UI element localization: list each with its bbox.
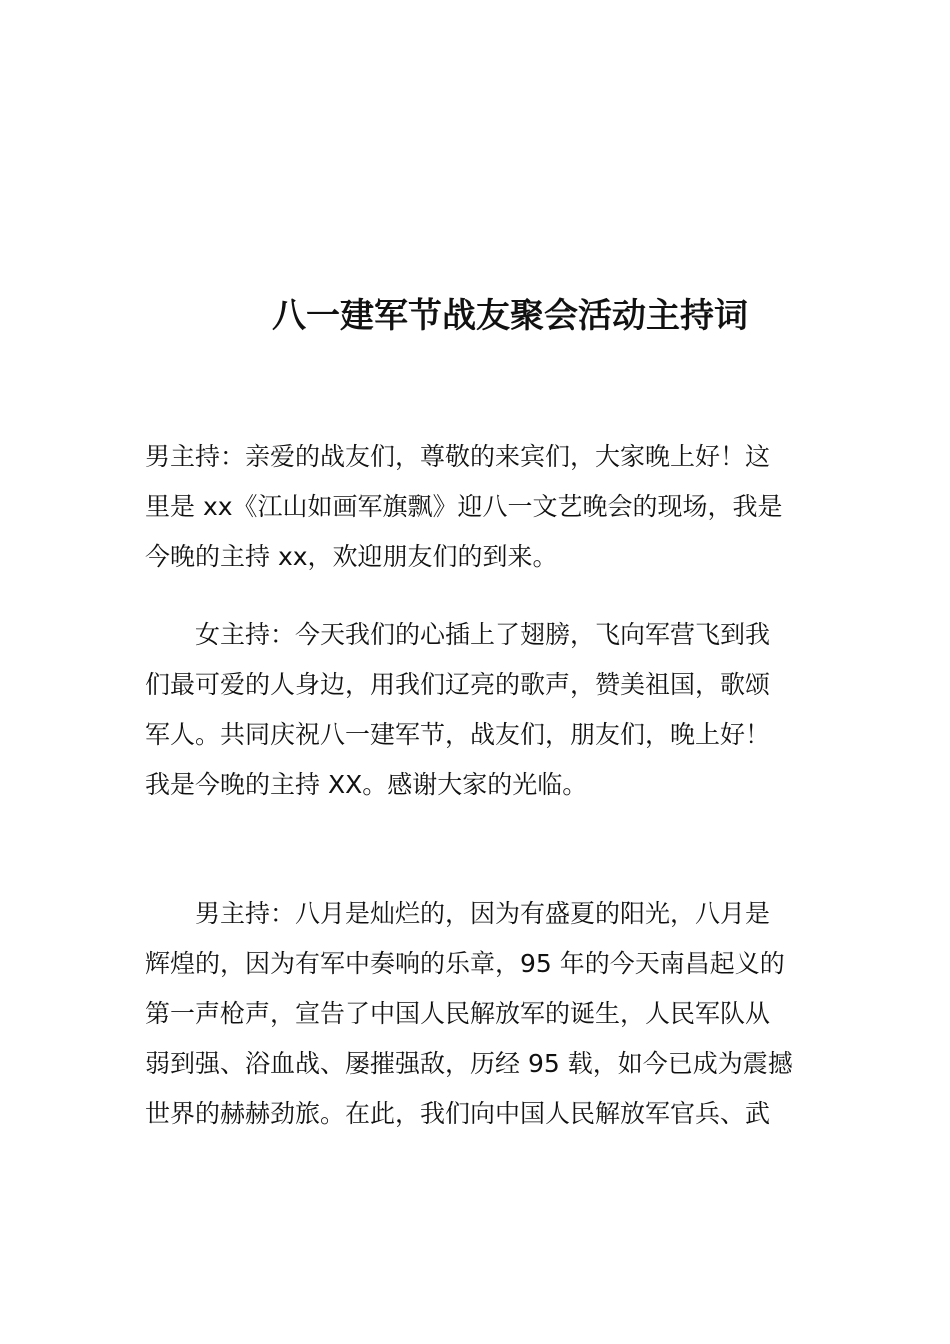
paragraph-3-line-5: 世界的赫赫劲旅。在此，我们向中国人民解放军官兵、武	[145, 1099, 771, 1128]
paragraph-1-line-3: 今晚的主持 xx，欢迎朋友们的到来。	[145, 542, 558, 571]
paragraph-3-line-4: 弱到强、浴血战、屡摧强敌，历经 95 载，如今已成为震撼	[145, 1049, 793, 1078]
paragraph-1-line-2: 里是 xx《江山如画军旗飘》迎八一文艺晚会的现场，我是	[145, 492, 783, 521]
paragraph-2-line-4: 我是今晚的主持 XX。感谢大家的光临。	[145, 770, 588, 799]
paragraph-3-line-3: 第一声枪声，宣告了中国人民解放军的诞生，人民军队从	[145, 999, 771, 1028]
paragraph-3-line-1: 男主持：八月是灿烂的，因为有盛夏的阳光，八月是	[195, 899, 771, 928]
paragraph-1-line-1: 男主持：亲爱的战友们，尊敬的来宾们，大家晚上好！这	[145, 442, 771, 471]
paragraph-2-line-3: 军人。共同庆祝八一建军节，战友们，朋友们，晚上好！	[145, 720, 771, 749]
paragraph-3-line-2: 辉煌的，因为有军中奏响的乐章，95 年的今天南昌起义的	[145, 949, 785, 978]
paragraph-2-line-1: 女主持：今天我们的心插上了翅膀，飞向军营飞到我	[195, 620, 771, 649]
document-title: 八一建军节战友聚会活动主持词	[272, 296, 748, 336]
paragraph-2-line-2: 们最可爱的人身边，用我们辽亮的歌声，赞美祖国，歌颂	[145, 670, 771, 699]
